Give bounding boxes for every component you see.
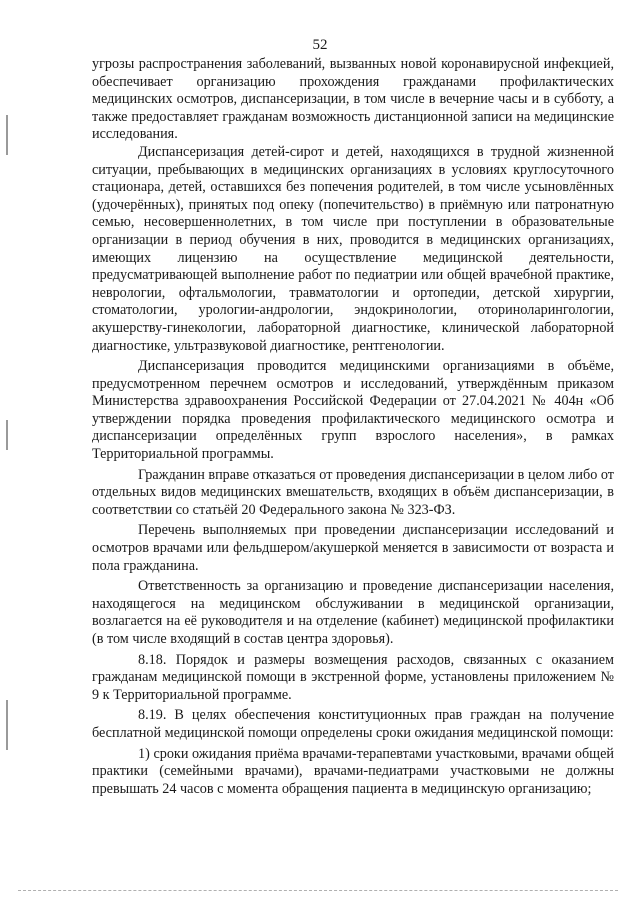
paragraph-8-19: 8.19. В целях обеспечения конституционных прав граждан на получение бесплатной медицинской помощи определены сроки ожидания медицинской помощи:: [92, 707, 614, 741]
paragraph-continuation: угрозы распространения заболеваний, вызванных новой коронавирусной инфекцией, обеспечивает организацию прохождения гражданами профилактических медицинских осмотров, диспансеризации, в том числе в вечерние часы и в субботу, а также предоставляет гражданам возможность дистанционной записи на медицинские исследования.: [92, 56, 614, 143]
paragraph-responsibility: Ответственность за организацию и проведение диспансеризации населения, находящегося на медицинском обслуживании в медицинской организации, возлагается на её руководителя и на отделение (кабинет) медицинской профилактики (в том числе входящий в состав центра здоровья).: [92, 578, 614, 647]
paragraph-list-of-exams: Перечень выполняемых при проведении диспансеризации исследований и осмотров врачами или фельдшером/акушеркой меняется в зависимости от возраста и пола гражданина.: [92, 522, 614, 574]
margin-scan-mark: [6, 700, 8, 750]
paragraph-8-18: 8.18. Порядок и размеры возмещения расходов, связанных с оказанием гражданам медицинской помощи в экстренной форме, установлены приложением № 9 к Территориальной программе.: [92, 651, 614, 703]
page-number: 52: [312, 37, 328, 53]
margin-scan-mark: [6, 115, 8, 155]
paragraph-orphans-screening: Диспансеризация детей-сирот и детей, находящихся в трудной жизненной ситуации, пребывающих в медицинских организациях в условиях круглосуточного стационара, детей, оставшихся без попечения родителей, в том числе усыновлённых (удочерённых), принятых под опеку (попечительство) в приёмную или патронатную семью, несовершеннолетних, в том числе при поступлении в образовательные организации в период обучения в них, проводится в медицинских организациях, имеющих лицензию на осуществление медицинской деятельности, предусматривающей выполнение работ по педиатрии или общей врачебной практике, неврологии, офтальмологии, травматологии и ортопедии, детской хирургии, стоматологии, урологии-андрологии, эндокринологии, оториноларингологии, акушерству-гинекологии, лабораторной диагностике, клинической лабораторной диагностике, ультразвуковой диагностике, рентгенологии.: [92, 143, 614, 354]
bottom-scan-edge: [18, 890, 618, 891]
paragraph-refusal: Гражданин вправе отказаться от проведения диспансеризации в целом либо от отдельных видов медицинских вмешательств, входящих в объём диспансеризации, в соответствии со статьёй 20 Федерального закона № 323-ФЗ.: [92, 466, 614, 518]
paragraph-item-1: 1) сроки ожидания приёма врачами-терапевтами участковыми, врачами общей практики (семейными врачами), врачами-педиатрами участковыми не должны превышать 24 часов с момента обращения пациента в медицинскую организацию;: [92, 745, 614, 797]
paragraph-scope: Диспансеризация проводится медицинскими организациями в объёме, предусмотренном перечнем осмотров и исследований, утверждённым приказом Министерства здравоохранения Российской Федерации от 27.04.2021 № 404н «Об утверждении порядка проведения профилактического медицинского осмотра и диспансеризации определённых групп взрослого населения», в рамках Территориальной программы.: [92, 358, 614, 463]
margin-scan-mark: [6, 420, 8, 450]
document-body: [92, 56, 614, 798]
